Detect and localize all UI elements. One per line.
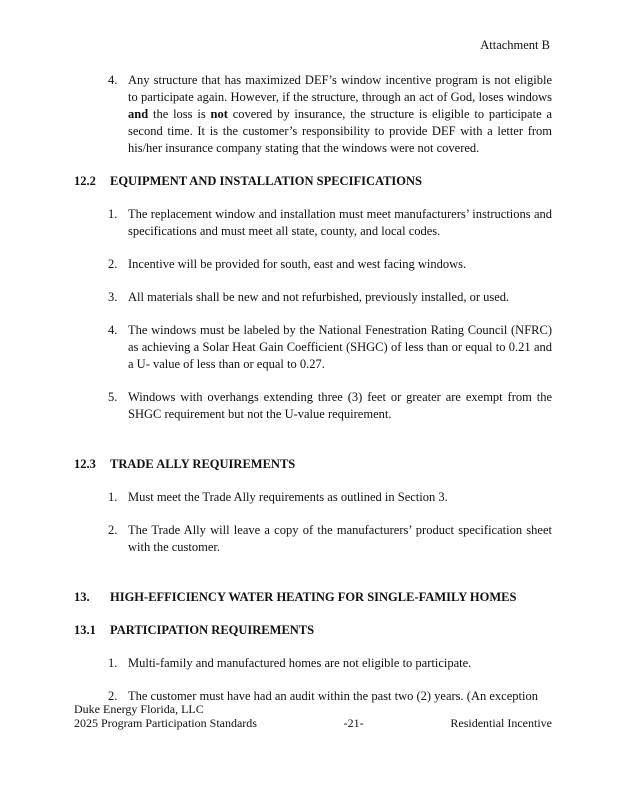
footer-program: Residential Incentive: [450, 716, 552, 730]
page-content: [74, 72, 552, 705]
list-number: 2.: [108, 523, 118, 537]
list-item: [108, 389, 552, 423]
section-heading-12-3: [74, 456, 552, 473]
section-heading-13-1: [74, 622, 552, 639]
list-number: 1.: [108, 490, 118, 504]
section-heading-12-2: [74, 173, 552, 190]
list-item: [108, 256, 552, 273]
list-text: Windows with overhangs extending three (3) feet or greater are exempt from the SHGC requirement but not the U-value requirement.: [128, 390, 552, 421]
attachment-label: Attachment B: [480, 38, 550, 52]
list-item: [108, 72, 552, 157]
list-number: 2.: [108, 689, 118, 703]
list-number: 3.: [108, 290, 118, 304]
page-number: -21-: [343, 716, 364, 730]
section-title: EQUIPMENT AND INSTALLATION SPECIFICATIONS: [110, 174, 422, 188]
section-heading-13: [74, 589, 552, 606]
footer-line: [74, 716, 552, 730]
section-title: PARTICIPATION REQUIREMENTS: [110, 623, 315, 637]
list-text: The replacement window and installation must meet manufacturers’ instructions and specifications and must meet all state, county, and local codes.: [128, 207, 552, 238]
list-item: [108, 522, 552, 556]
section-number: 13.: [74, 590, 90, 604]
list-item: [108, 655, 552, 672]
section-number: 13.1: [74, 623, 96, 637]
list-number: 4.: [108, 73, 118, 87]
list-text: Must meet the Trade Ally requirements as outlined in Section 3.: [128, 490, 448, 504]
section-title: HIGH-EFFICIENCY WATER HEATING FOR SINGLE-FAMILY HOMES: [110, 590, 517, 604]
list-item: [108, 489, 552, 506]
list-number: 5.: [108, 390, 118, 404]
list-number: 1.: [108, 656, 118, 670]
list-item: [108, 206, 552, 240]
list-number: 2.: [108, 257, 118, 271]
section-title: TRADE ALLY REQUIREMENTS: [110, 457, 296, 471]
list-number: 1.: [108, 207, 118, 221]
list-number: 4.: [108, 323, 118, 337]
list-text: Multi-family and manufactured homes are not eligible to participate.: [128, 656, 472, 670]
list-text: The windows must be labeled by the National Fenestration Rating Council (NFRC) as achieving a Solar Heat Gain Coefficient (SHGC) of less than or equal to 0.21 and a U- value of less than or equal to 0.27.: [128, 323, 552, 371]
list-text: All materials shall be new and not refurbished, previously installed, or used.: [128, 290, 510, 304]
section-number: 12.2: [74, 174, 96, 188]
footer-standards: 2025 Program Participation Standards: [74, 716, 257, 730]
list-item: [108, 322, 552, 373]
list-text: Incentive will be provided for south, east and west facing windows.: [128, 257, 467, 271]
footer-company: Duke Energy Florida, LLC: [74, 702, 204, 716]
list-text: The customer must have had an audit within the past two (2) years. (An exception: [128, 689, 538, 703]
list-item: [108, 289, 552, 306]
list-text: The Trade Ally will leave a copy of the manufacturers’ product specification sheet with the customer.: [128, 523, 552, 554]
section-number: 12.3: [74, 457, 96, 471]
list-text: Any structure that has maximized DEF’s window incentive program is not eligible to participate again. However, if the structure, through an act of God, loses windows and the loss is not covered by insurance, the structure is eligible to participate a second time. It is the customer’s responsibility to provide DEF with a letter from his/her insurance company stating that the windows were not covered.: [128, 73, 552, 155]
